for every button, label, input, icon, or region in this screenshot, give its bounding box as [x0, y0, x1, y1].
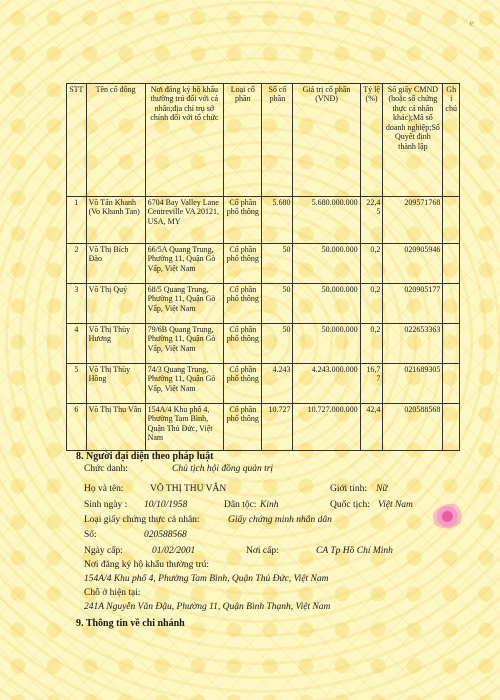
id-type-value: Giấy chứng minh nhân dân	[228, 515, 332, 525]
cell-value: 50.000.000	[293, 324, 360, 364]
nationality-value: Việt Nam	[378, 500, 413, 510]
table-header-row	[67, 84, 460, 197]
id-type-label: Loại giấy chứng thực cá nhân:	[84, 515, 200, 525]
cell-shares: 5.680	[262, 197, 293, 244]
cell-name: Võ Thị Quý	[86, 284, 145, 324]
cell-stt: 4	[67, 324, 87, 364]
cell-type: Cổ phần phổ thông	[224, 244, 262, 284]
table-row	[67, 244, 460, 284]
cell-address: 74/3 Quang Trung, Phường 11, Quận Gò Vấp, Việt Nam	[145, 364, 224, 404]
cell-address: 66/5A Quang Trung, Phường 11, Quận Gò Vấp, Việt Nam	[145, 244, 224, 284]
cell-stt: 2	[67, 244, 87, 284]
cell-id: 020588568	[383, 404, 443, 451]
cell-id: 209571768	[383, 197, 443, 244]
cell-ratio: 0,2	[360, 324, 383, 364]
id-no-label: Số:	[84, 530, 97, 540]
current-address-value: 241A Nguyễn Văn Đậu, Phường 11, Quận Bình Thạnh, Việt Nam	[84, 602, 331, 612]
cell-value: 50.000.000	[293, 244, 360, 284]
col-header-stt: STT	[67, 84, 87, 197]
col-header-value: Giá trị cổ phần (VNĐ)	[293, 84, 360, 197]
cell-note	[443, 284, 460, 324]
cell-value: 4.243.000.000	[293, 364, 360, 404]
cell-type: Cổ phần phổ thông	[224, 364, 262, 404]
section-8-title: 8. Người đại diện theo pháp luật	[76, 451, 214, 462]
cell-stt: 1	[67, 197, 87, 244]
cell-id: 020905946	[383, 244, 443, 284]
issue-place-label: Nơi cấp:	[246, 546, 279, 556]
dob-value: 10/10/1958	[144, 500, 188, 510]
residence-value: 154A/4 Khu phố 4, Phường Tam Bình, Quận Thủ Đức, Việt Nam	[84, 574, 329, 584]
position-value: Chủ tịch hội đồng quản trị	[172, 464, 274, 474]
table-row	[67, 324, 460, 364]
cell-note	[443, 364, 460, 404]
cell-type: Cổ phần phổ thông	[224, 284, 262, 324]
ethnicity-value: Kinh	[260, 500, 279, 510]
cell-note	[443, 244, 460, 284]
corner-mark: e	[469, 18, 474, 29]
cell-address: 68/5 Quang Trung, Phường 11, Quận Gò Vấp, Việt Nam	[145, 284, 224, 324]
cell-address: 6704 Bay Valley Lane Centreville VA 20121, USA, MY	[145, 197, 224, 244]
shareholder-table	[66, 83, 460, 451]
cell-ratio: 0,2	[360, 284, 383, 324]
position-label: Chức danh:	[84, 464, 128, 474]
cell-shares: 50	[262, 284, 293, 324]
nationality-label: Quốc tịch:	[330, 500, 370, 510]
name-label: Họ và tên:	[84, 484, 124, 494]
dob-label: Sinh ngày :	[84, 500, 128, 510]
pink-seal-mark	[429, 500, 468, 532]
col-header-type: Loại cổ phần	[224, 84, 262, 197]
cell-value: 10.727.000.000	[293, 404, 360, 451]
issue-date-label: Ngày cấp:	[84, 546, 123, 556]
cell-id: 022653363	[383, 324, 443, 364]
cell-note	[443, 324, 460, 364]
cell-note	[443, 197, 460, 244]
gender-label: Giới tính:	[330, 484, 367, 494]
table-row	[67, 364, 460, 404]
cell-type: Cổ phần phổ thông	[224, 404, 262, 451]
cell-value: 50.000.000	[293, 284, 360, 324]
current-address-label: Chỗ ở hiện tại:	[84, 588, 141, 598]
cell-type: Cổ phần phổ thông	[224, 324, 262, 364]
table-row	[67, 284, 460, 324]
residence-label: Nơi đăng ký hộ khẩu thường trú:	[84, 560, 209, 570]
cell-type: Cổ phần phổ thông	[224, 197, 262, 244]
cell-shares: 50	[262, 324, 293, 364]
name-value: VÕ THỊ THU VÂN	[150, 484, 227, 494]
cell-ratio: 42,4	[360, 404, 383, 451]
table-row	[67, 197, 460, 244]
cell-value: 5.680.000.000	[293, 197, 360, 244]
cell-note	[443, 404, 460, 451]
gender-value: Nữ	[376, 484, 388, 494]
cell-ratio: 22,45	[360, 197, 383, 244]
cell-address: 154A/4 Khu phố 4, Phường Tam Bình, Quận Thủ Đức, Việt Nam	[145, 404, 224, 451]
ethnicity-label: Dân tộc:	[224, 500, 257, 510]
cell-address: 79/6B Quang Trung, Phường 11, Quận Gò Vấp, Việt Nam	[145, 324, 224, 364]
col-header-shares: Số cổ phần	[262, 84, 293, 197]
issue-date-value: 01/02/2001	[152, 546, 196, 556]
cell-name: Võ Thị Bích Đào	[86, 244, 145, 284]
id-no-value: 020588568	[144, 530, 187, 540]
cell-ratio: 0,2	[360, 244, 383, 284]
cell-ratio: 16,77	[360, 364, 383, 404]
col-header-id: Số giấy CMND (hoặc số chứng thực cá nhân khác);Mã số doanh nghiệp;Số Quyết định thành lập	[383, 84, 443, 197]
cell-id: 021689305	[383, 364, 443, 404]
cell-id: 020905177	[383, 284, 443, 324]
cell-shares: 50	[262, 244, 293, 284]
col-header-name: Tên cổ đông	[86, 84, 145, 197]
issue-place-value: CA Tp Hồ Chí Minh	[316, 546, 393, 556]
col-header-note: Ghi chú	[443, 84, 460, 197]
col-header-address: Nơi đăng ký hộ khẩu thường trú đối với cá nhân;địa chỉ trụ sở chính đối với tổ chức	[145, 84, 224, 197]
cell-shares: 4.243	[262, 364, 293, 404]
col-header-ratio: Tỷ lệ (%)	[360, 84, 383, 197]
cell-name: Võ Tấn Khanh (Vo Khanh Tan)	[86, 197, 145, 244]
table-row	[67, 404, 460, 451]
cell-stt: 6	[67, 404, 87, 451]
cell-name: Võ Thị Thùy Hương	[86, 324, 145, 364]
cell-stt: 3	[67, 284, 87, 324]
cell-name: Võ Thị Thùy Hồng	[86, 364, 145, 404]
cell-name: Võ Thị Thu Vân	[86, 404, 145, 451]
cell-shares: 10.727	[262, 404, 293, 451]
section-9-title: 9. Thông tin về chi nhánh	[76, 618, 185, 629]
cell-stt: 5	[67, 364, 87, 404]
